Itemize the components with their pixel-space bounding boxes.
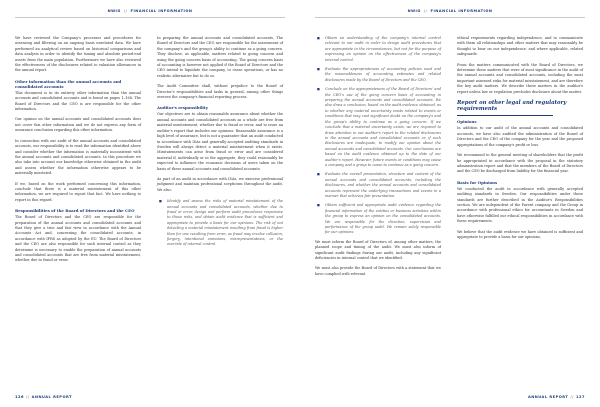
report-heading: Report on other legal and regulatory requirements <box>457 100 583 115</box>
bullet-list <box>315 36 441 236</box>
section-heading: Responsibilities of the Board of Directors and the CEO <box>15 208 135 214</box>
bullet-list <box>157 199 283 248</box>
paragraph: From the matters communicated with the Board of Directors, we determine those matters that were of most significance in the audit of the annual accounts and consolidated accounts, including the most important assessed risks for material misstatement, and are therefore the key audit matters. We describe these matters in the auditor's report unless law or regulation precludes disclosure about the matter. <box>457 62 583 94</box>
paragraph: The Board of Directors and the CEO are responsible for the preparation of the annual accounts and consolidated accounts and that they give a true and fair view in accordance with the Annual Accounts Act and, concerning the consolidated accounts, in accordance with IFRS as adopted by the EU. The Board of Directors and the CEO are also responsible for such internal control as they determine is necessary to enable the preparation of annual accounts and consolidated accounts that are free from material misstatement, whether due to fraud or error. <box>15 215 141 263</box>
footer-label: ANNUAL REPORT <box>527 395 569 399</box>
left-column-2 <box>157 36 283 252</box>
header-section: FINANCIAL INFORMATION <box>430 9 493 13</box>
section-heading: Other information than the annual accounts and consolidated accounts <box>15 78 122 89</box>
footer-separator: // <box>570 395 574 399</box>
paragraph: In preparing the annual accounts and consolidated accounts, The Board of Directors and the CEO are responsible for the assessment of the company's and the group's ability to continue as a going concern. They disclose, as applicable, matters related to going concern and using the going concern basis of accounting. The going concern basis of accounting is however not applied if the Board of Directors and the CEO intend to liquidate the company, to cease operations, or has no realistic alternative but to do so. <box>157 36 283 78</box>
paragraph: We must also provide the Board of Directors with a statement that we have complied with relevant <box>315 266 441 276</box>
bullet-item: ■ Obtain sufficient and appropriate audit evidence regarding the financial information of the entities or business activities within the group to express an opinion on the consolidated accounts. We are responsible for the direction, supervision and performance of the group audit. We remain solely responsible for our opinions. <box>325 203 441 235</box>
right-column-2 <box>457 36 583 245</box>
header-brand: NWIG <box>407 9 421 13</box>
bullet-item: ■ Obtain an understanding of the company's internal control relevant to our audit in order to design audit procedures that are appropriate in the circumstances, but not for the purpose of expressing an opinion on the effectiveness of the company's internal control. <box>325 36 441 63</box>
page-header <box>315 9 585 18</box>
footer-separator: // <box>26 395 30 399</box>
page-number: 126 <box>15 395 25 399</box>
page-footer <box>15 395 72 399</box>
bullet-item: ■ Conclude on the appropriateness of the Board of Directors' and the CEO's use of the going concern basis of accounting in preparing the annual accounts and consolidated accounts. We also draw a conclusion, based on the audit evidence obtained, as to whether any material uncertainty exists related to events or conditions that may cast significant doubt on the company's and the group's ability to continue as a going concern. If we conclude that a material uncertainty exists, we are required to draw attention in our auditor's report to the related disclosures in the annual accounts and consolidated accounts or, if such disclosures are inadequate, to modify our opinion about the annual accounts and consolidated accounts. Our conclusions are based on the audit evidence obtained up to the date of our auditor's report. However, future events or conditions may cause a company and a group to cease to continue as a going concern. <box>325 87 441 168</box>
right-column-1 <box>315 36 441 282</box>
paragraph: ethical requirements regarding independence, and to communicate with them all relationships and other matters that may reasonably be thought to bear on our independence, and where applicable, related safeguards. <box>457 36 583 57</box>
paragraph: If we, based on the work performed concerning this information, conclude that there is a material misstatement of this other information, we are required to report that fact. We have nothing to report in this regard. <box>15 181 141 202</box>
bullet-item: ■ Identify and assess the risks of material misstatement of the annual accounts and consolidated accounts, whether due to fraud or error, design and perform audit procedures responsive to those risks, and obtain audit evidence that is sufficient and appropriate to provide a basis for our opinions. The risk of not detecting a material misstatement resulting from fraud is higher than for one resulting from error, as fraud may involve collusion, forgery, intentional omissions, misrepresentations, or the override of internal control. <box>167 199 283 248</box>
bullet-item: ■ Evaluate the overall presentation, structure and content of the annual accounts and consolidated accounts, including the disclosures, and whether the annual accounts and consolidated accounts represent the underlying transactions and events in a manner that achieves fair presentation. <box>325 172 441 199</box>
section-heading: Auditor's responsibility <box>157 105 208 111</box>
header-brand: NWIG <box>107 9 121 13</box>
page-header <box>15 9 285 18</box>
paragraph: The Audit Committee shall, without prejudice to the Board of Director's responsibilities and tasks in general, among other things oversee the company's financial reporting process. <box>157 84 283 100</box>
header-section: FINANCIAL INFORMATION <box>130 9 193 13</box>
paragraph: In addition to our audit of the annual accounts and consolidated accounts, we have also audited the administration of the Board of Directors and the CEO of the company for the year and the proposed appropriations of the company's profit or loss. <box>457 126 583 147</box>
section-heading: Opinions <box>457 119 477 125</box>
left-column-1 <box>15 36 141 269</box>
paragraph: Our opinion on the annual accounts and consolidated accounts does not cover this other information and we do not express any form of assurance conclusion regarding this other information. <box>15 117 141 133</box>
paragraph: As part of an audit in accordance with ISAs, we exercise professional judgment and maintain professional scepticism throughout the audit. We also: <box>157 176 283 192</box>
paragraph: We must inform the Board of Directors of, among other matters, the planned scope and timing of the audit. We must also inform of significant audit findings during our audit, including any significant deficiencies in internal control that we identified. <box>315 239 441 261</box>
bullet-item: ■ Evaluate the appropriateness of accounting policies used and the reasonableness of accounting estimates and related disclosures made by the Board of Directors and the CEO. <box>325 67 441 83</box>
paragraph: We believe that the audit evidence we have obtained is sufficient and appropriate to provide a basis for our opinions. <box>457 229 583 239</box>
page-number: 127 <box>575 395 585 399</box>
paragraph: We have reviewed the Company's processes and procedures for assessing and filtering on an ongoing basis unrelated data. We have performed an analytical review based on historical comparisons and data analysis in order to identify the timing and absolute period-end assets from the main population. Furthermore we have also reviewed the effectiveness of the disclosures related to valuation allowances in the annual report. <box>15 36 141 73</box>
footer-label: ANNUAL REPORT <box>31 395 73 399</box>
paragraph: We conducted the audit in accordance with generally accepted auditing standards in Sweden. Our responsibilities under those standards are further described in the Auditor's Responsibilities section. We are independent of the Parent company and the Group in accordance with professional ethics for accountants in Sweden and have otherwise fulfilled our ethical responsibilities in accordance with these requirements. <box>457 186 583 224</box>
paragraph: Our objectives are to obtain reasonable assurance about whether the annual accounts and consolidated accounts as a whole are free from material misstatement, whether due to fraud or error, and to issue an auditor's report that includes our opinions. Reasonable assurance is a high level of assurance, but is not a guarantee that an audit conducted in accordance with ISAs and generally accepted auditing standards in Sweden will always detect a material misstatement when it exists. Misstatements can arise from fraud or error and are considered material if, individually or in the aggregate, they could reasonably be expected to influence the economic decisions of users taken on the basis of these annual accounts and consolidated accounts. <box>157 112 283 171</box>
header-separator: // <box>423 9 428 13</box>
paragraph: We recommend to the general meeting of shareholders that the profit be appropriated in accordance with the proposal in the statutory administration report and that the members of the Board of Directors and the CEO be discharged from liability for the financial year. <box>457 153 583 174</box>
paragraph: This document is in its entirety other information than the annual accounts and consolidated accounts and is found on pages 1–168. The Board of Directors and the CEO is are responsible for the other information. <box>15 90 141 112</box>
section-heading: Basis for Opinions <box>457 179 498 185</box>
page-footer <box>528 395 585 399</box>
right-page <box>300 0 600 407</box>
header-separator: // <box>123 9 128 13</box>
paragraph: In connection with our audit of the annual accounts and consolidated accounts, our responsibility is to read the information identified above and consider whether the information is materially inconsistent with the annual accounts and consolidated accounts. In this procedure we also take into account our knowledge otherwise obtained in the audit and assess whether the information otherwise appears to be materially misstated. <box>15 138 141 176</box>
